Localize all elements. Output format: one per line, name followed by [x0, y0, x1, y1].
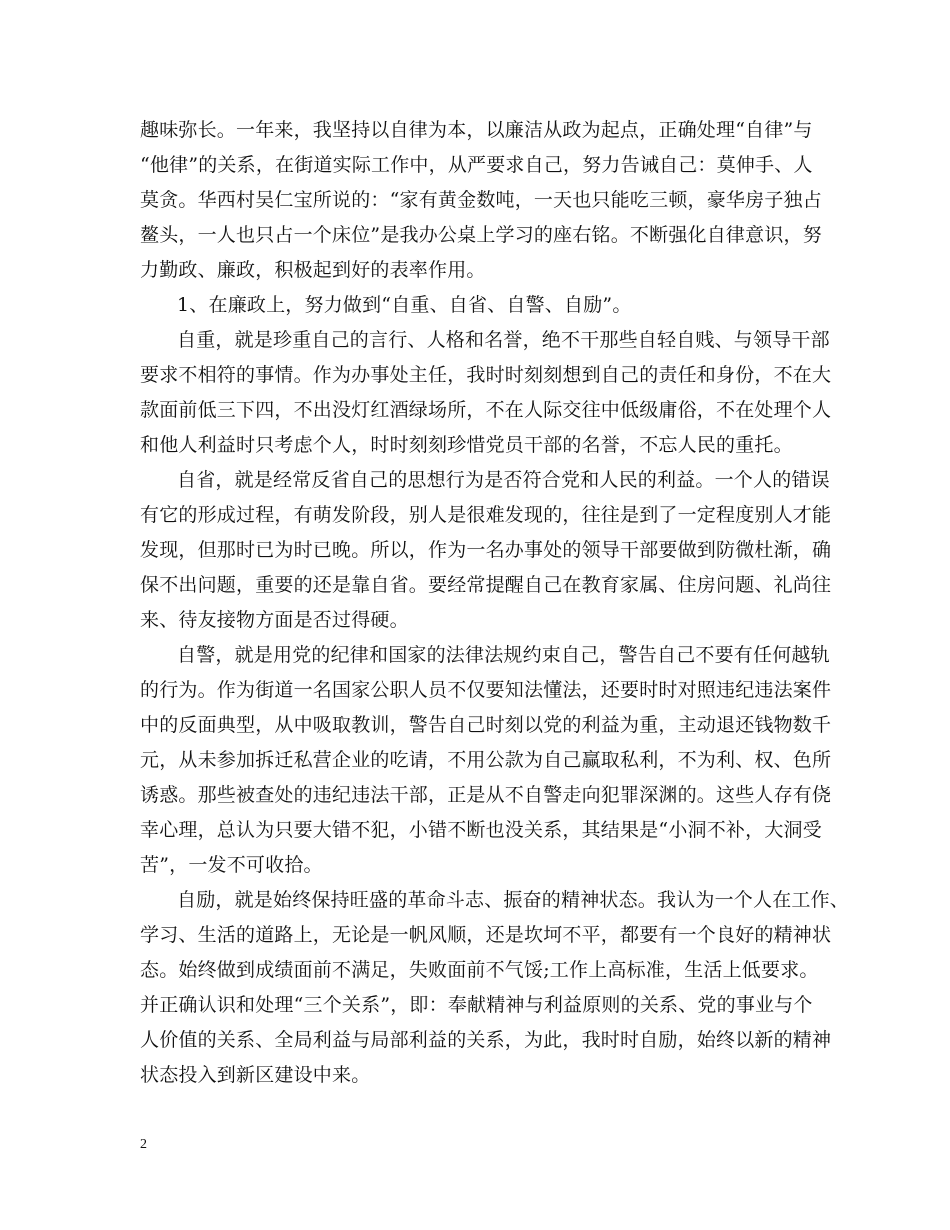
text-line: 自省，就是经常反省自己的思想行为是否符合党和人民的利益。一个人的错误: [177, 469, 830, 491]
text-line: 要求不相符的事情。作为办事处主任，我时时刻刻想到自己的责任和身份，不在大: [140, 364, 832, 386]
text-line: 来、待友接物方面是否过得硬。: [140, 609, 409, 631]
section-heading: 1、在廉政上，努力做到“自重、自省、自警、自励”。: [177, 294, 632, 316]
text-line: 元，从未参加拆迁私营企业的吃请，不用公款为自己赢取私利，不为利、权、色所: [140, 749, 832, 771]
text-line: 趣味弥长。一年来，我坚持以自律为本，以廉洁从政为起点，正确处理“自律”与: [140, 119, 813, 141]
text-line: 鳌头，一人也只占一个床位”是我办公桌上学习的座右铭。不断强化自律意识，努: [140, 224, 822, 246]
text-line: 中的反面典型，从中吸取教训，警告自己时刻以党的利益为重，主动退还钱物数千: [140, 714, 832, 736]
text-line: “他律”的关系，在街道实际工作中，从严要求自己，努力告诫自己：莫伸手、人: [140, 154, 813, 176]
text-line: 苦”，一发不可收拾。: [140, 854, 323, 876]
text-line: 的行为。作为街道一名国家公职人员不仅要知法懂法，还要时时对照违纪违法案件: [140, 679, 832, 701]
text-line: 发现，但那时已为时已晚。所以，作为一名办事处的领导干部要做到防微杜渐，确: [140, 539, 832, 561]
text-line: 自警，就是用党的纪律和国家的法律法规约束自己，警告自己不要有任何越轨: [177, 644, 830, 666]
text-line: 自励，就是始终保持旺盛的革命斗志、振奋的精神状态。我认为一个人在工作、: [177, 889, 850, 911]
text-line: 状态投入到新区建设中来。: [140, 1064, 371, 1086]
text-line: 力勤政、廉政，积极起到好的表率作用。: [140, 259, 486, 281]
text-line: 款面前低三下四，不出没灯红酒绿场所，不在人际交往中低级庸俗，不在处理个人: [140, 399, 832, 421]
text-line: 人价值的关系、全局利益与局部利益的关系，为此，我时时自励，始终以新的精神: [140, 1029, 832, 1051]
text-line: 诱惑。那些被查处的违纪违法干部，正是从不自警走向犯罪深渊的。这些人存有侥: [140, 784, 832, 806]
text-line: 并正确认识和处理“三个关系”，即：奉献精神与利益原则的关系、党的事业与个: [140, 994, 813, 1016]
page-number: 2: [140, 1137, 147, 1152]
text-line: 和他人利益时只考虑个人，时时刻刻珍惜党员干部的名誉，不忘人民的重托。: [140, 434, 793, 456]
text-line: 有它的形成过程，有萌发阶段，别人是很难发现的，往往是到了一定程度别人才能: [140, 504, 832, 526]
text-line: 自重，就是珍重自己的言行、人格和名誉，绝不干那些自轻自贱、与领导干部: [177, 329, 830, 351]
text-line: 保不出问题，重要的还是靠自省。要经常提醒自己在教育家属、住房问题、礼尚往: [140, 574, 832, 596]
text-line: 幸心理，总认为只要大错不犯，小错不断也没关系，其结果是“小洞不补，大洞受: [140, 819, 822, 841]
text-line: 莫贪。华西村吴仁宝所说的：“家有黄金数吨，一天也只能吃三顿，豪华房子独占: [140, 189, 822, 211]
text-line: 态。始终做到成绩面前不满足，失败面前不气馁;工作上高标准，生活上低要求。: [140, 959, 819, 981]
text-line: 学习、生活的道路上，无论是一帆风顺，还是坎坷不平，都要有一个良好的精神状: [140, 924, 832, 946]
